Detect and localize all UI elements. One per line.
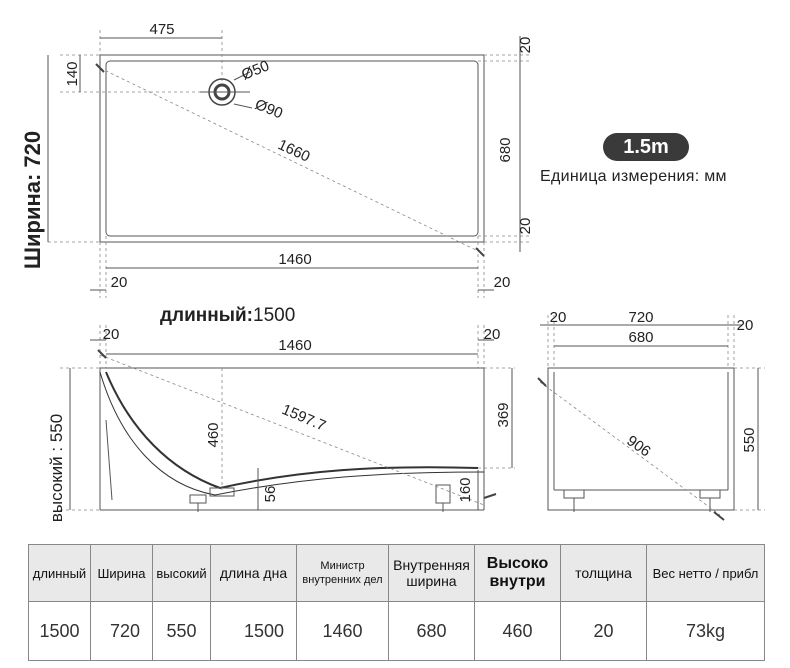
end-dim-680: 680 bbox=[628, 329, 654, 346]
dim-140: 140 bbox=[64, 61, 81, 87]
side-dim-1460: 1460 bbox=[278, 337, 312, 354]
side-foot-right bbox=[436, 485, 450, 503]
side-dim-160: 160 bbox=[457, 477, 474, 503]
side-dim-20-left: 20 bbox=[102, 326, 120, 343]
end-dim-20-left: 20 bbox=[549, 309, 567, 326]
side-dim-460: 460 bbox=[205, 422, 222, 448]
side-dim-56: 56 bbox=[262, 485, 279, 503]
side-dim-20-right: 20 bbox=[483, 326, 501, 343]
dim-20-right: 20 bbox=[493, 274, 511, 291]
header-cell: толщина bbox=[561, 545, 647, 602]
dim-d50: Ø50 bbox=[239, 57, 272, 84]
value-cell: 720 bbox=[91, 602, 153, 661]
end-foot-left bbox=[564, 490, 584, 498]
end-dim-906: 906 bbox=[623, 432, 654, 461]
size-badge: 1.5m bbox=[603, 133, 689, 161]
diagonal-line bbox=[100, 68, 480, 252]
header-cell: Внутренняя ширина bbox=[389, 545, 475, 602]
dim-20-mid: 20 bbox=[517, 217, 534, 235]
header-cell: длина дна bbox=[211, 545, 297, 602]
dim-20-top: 20 bbox=[517, 36, 534, 54]
value-cell: 1500 bbox=[211, 602, 297, 661]
dim-d90: Ø90 bbox=[252, 95, 286, 123]
side-dim-1597: 1597.7 bbox=[279, 401, 329, 435]
top-view bbox=[20, 21, 534, 298]
dim-680: 680 bbox=[497, 137, 514, 163]
value-cell: 73kg bbox=[647, 602, 765, 661]
side-dim-369: 369 bbox=[495, 402, 512, 428]
header-cell: Высоко внутри bbox=[475, 545, 561, 602]
value-cell: 460 bbox=[475, 602, 561, 661]
value-cell: 680 bbox=[389, 602, 475, 661]
spec-value-row bbox=[29, 602, 765, 661]
end-dim-550: 550 bbox=[741, 427, 758, 453]
length-label-value: 1500 bbox=[253, 305, 296, 326]
height-label: высокий : 550 bbox=[47, 413, 66, 523]
end-foot-right bbox=[700, 490, 720, 498]
header-cell: Ширина bbox=[91, 545, 153, 602]
end-dim-720: 720 bbox=[628, 309, 654, 326]
dim-20-left: 20 bbox=[110, 274, 128, 291]
dim-1660: 1660 bbox=[275, 136, 313, 166]
length-label bbox=[160, 305, 295, 327]
side-view bbox=[47, 325, 515, 522]
unit-text: Единица измерения: мм bbox=[540, 168, 727, 185]
tub-outer-profile bbox=[100, 372, 484, 495]
spec-header-row bbox=[29, 545, 765, 602]
length-label-prefix: длинный: bbox=[160, 305, 253, 326]
spec-table bbox=[28, 544, 765, 661]
width-label: Ширина: 720 bbox=[20, 130, 45, 270]
dim-1460: 1460 bbox=[278, 251, 312, 268]
end-dim-20-right: 20 bbox=[736, 317, 754, 334]
end-view bbox=[538, 309, 765, 520]
side-foot-left bbox=[190, 495, 206, 503]
value-cell: 1460 bbox=[297, 602, 389, 661]
value-cell: 550 bbox=[153, 602, 211, 661]
header-cell: Вес нетто / прибл bbox=[647, 545, 765, 602]
value-cell: 1500 bbox=[29, 602, 91, 661]
header-cell: Министр внутренних дел bbox=[297, 545, 389, 602]
header-cell: длинный bbox=[29, 545, 91, 602]
header-cell: высокий bbox=[153, 545, 211, 602]
dim-475: 475 bbox=[149, 21, 175, 38]
value-cell: 20 bbox=[561, 602, 647, 661]
